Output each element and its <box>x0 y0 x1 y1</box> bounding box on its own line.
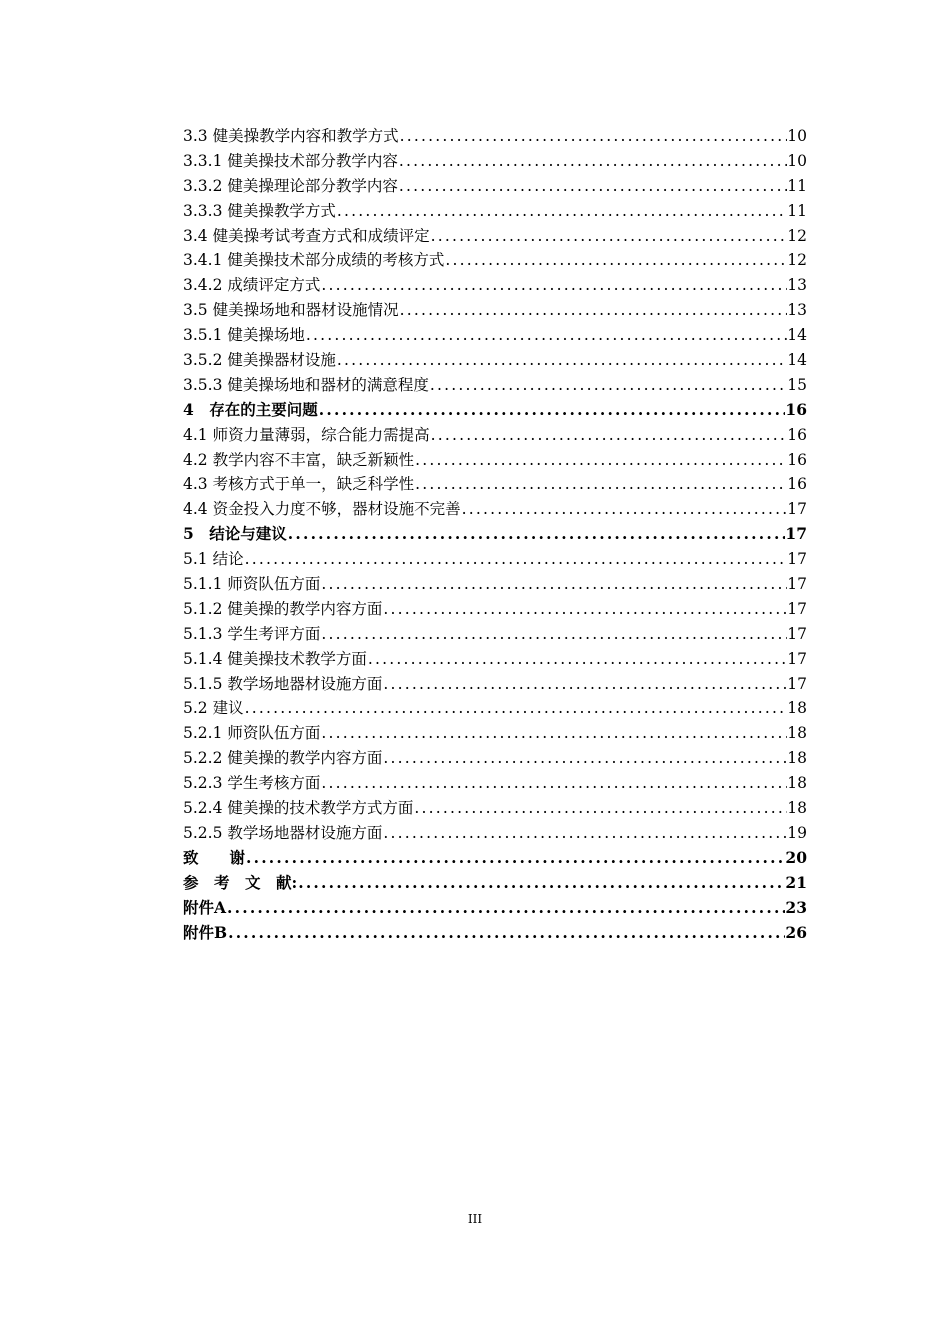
toc-entry[interactable] <box>183 348 807 373</box>
toc-entry[interactable] <box>183 821 807 846</box>
toc-entry-title: 4.1 师资力量薄弱，综合能力需提高 <box>183 425 430 444</box>
toc-dot-leader <box>382 746 787 771</box>
toc-entry[interactable] <box>183 448 807 473</box>
toc-entry-page-number: 17 <box>787 550 807 569</box>
toc-entry[interactable] <box>183 497 807 522</box>
toc-entry-title: 4.4 资金投入力度不够，器材设施不完善 <box>183 500 461 519</box>
toc-entry[interactable] <box>183 721 807 746</box>
toc-entry-title: 3.4 健美操考试考查方式和成绩评定 <box>183 226 430 245</box>
toc-entry-page-number: 19 <box>787 823 807 842</box>
toc-entry-title: 3.5.1 健美操场地 <box>183 326 305 345</box>
toc-entry-title: 4.3 考核方式于单一，缺乏科学性 <box>183 475 415 494</box>
toc-dot-leader <box>398 149 787 174</box>
toc-entry-title: 3.3.1 健美操技术部分教学内容 <box>183 151 398 170</box>
toc-entry[interactable] <box>183 149 807 174</box>
toc-dot-leader <box>414 448 787 473</box>
toc-entry-title: 5.1.1 师资队伍方面 <box>183 575 321 594</box>
toc-entry[interactable] <box>183 248 807 273</box>
toc-entry[interactable] <box>183 547 807 572</box>
toc-entry-title: 5.1.3 学生考评方面 <box>183 624 321 643</box>
toc-entry[interactable] <box>183 224 807 249</box>
toc-entry-page-number: 18 <box>787 749 807 768</box>
toc-entry-page-number: 10 <box>787 151 807 170</box>
toc-entry[interactable] <box>183 746 807 771</box>
toc-entry-title: 5 结论与建议 <box>183 524 287 544</box>
toc-entry-page-number: 21 <box>785 872 807 892</box>
toc-entry-page-number: 26 <box>785 922 807 942</box>
toc-entry-page-number: 16 <box>787 450 807 469</box>
toc-dot-leader <box>227 921 785 946</box>
toc-entry-title: 致 谢 <box>183 847 246 867</box>
toc-dot-leader <box>414 472 787 497</box>
toc-entry-page-number: 18 <box>787 699 807 718</box>
toc-entry[interactable] <box>183 672 807 697</box>
toc-entry-page-number: 17 <box>787 500 807 519</box>
toc-entry-title: 4.2 教学内容不丰富，缺乏新颖性 <box>183 450 415 469</box>
toc-dot-leader <box>320 721 787 746</box>
toc-dot-leader <box>244 547 788 572</box>
toc-dot-leader <box>367 647 787 672</box>
toc-entry-title: 3.4.1 健美操技术部分成绩的考核方式 <box>183 251 445 270</box>
toc-entry-page-number: 13 <box>787 276 807 295</box>
toc-entry-page-number: 16 <box>785 399 807 419</box>
toc-entry-title: 5.1.2 健美操的教学内容方面 <box>183 599 383 618</box>
toc-entry[interactable] <box>183 796 807 821</box>
toc-entry-title: 5.2 建议 <box>183 699 244 718</box>
toc-entry-page-number: 16 <box>787 475 807 494</box>
toc-entry[interactable] <box>183 199 807 224</box>
toc-entry-title: 3.4.2 成绩评定方式 <box>183 276 321 295</box>
toc-entry-page-number: 14 <box>787 351 807 370</box>
table-of-contents <box>183 124 807 945</box>
toc-dot-leader <box>382 597 787 622</box>
toc-entry-page-number: 12 <box>787 226 807 245</box>
toc-entry-page-number: 18 <box>787 799 807 818</box>
toc-entry-page-number: 14 <box>787 326 807 345</box>
toc-entry-title: 3.5 健美操场地和器材设施情况 <box>183 301 399 320</box>
toc-entry-page-number: 17 <box>787 599 807 618</box>
toc-entry[interactable] <box>183 896 807 921</box>
toc-entry-page-number: 18 <box>787 724 807 743</box>
toc-entry[interactable] <box>183 373 807 398</box>
toc-entry-title: 附件A <box>183 897 227 917</box>
toc-dot-leader <box>320 622 787 647</box>
toc-entry[interactable] <box>183 597 807 622</box>
toc-dot-leader <box>413 796 787 821</box>
toc-entry-page-number: 17 <box>787 624 807 643</box>
toc-dot-leader <box>287 522 786 547</box>
toc-dot-leader <box>430 224 788 249</box>
toc-dot-leader <box>226 896 785 921</box>
toc-entry[interactable] <box>183 696 807 721</box>
toc-entry-title: 3.5.2 健美操器材设施 <box>183 351 336 370</box>
toc-entry-page-number: 20 <box>785 847 807 867</box>
toc-dot-leader <box>320 771 787 796</box>
toc-dot-leader <box>444 248 787 273</box>
toc-dot-leader <box>399 298 788 323</box>
toc-entry-title: 4 存在的主要问题 <box>183 399 318 419</box>
toc-dot-leader <box>382 821 787 846</box>
toc-entry-page-number: 15 <box>787 375 807 394</box>
toc-entry[interactable] <box>183 871 807 896</box>
page-number: III <box>467 1212 483 1226</box>
toc-entry-title: 3.5.3 健美操场地和器材的满意程度 <box>183 375 429 394</box>
toc-entry-title: 参 考 文 献: <box>183 872 298 892</box>
toc-entry[interactable] <box>183 771 807 796</box>
toc-entry-title: 5.1.4 健美操技术教学方面 <box>183 649 367 668</box>
toc-entry[interactable] <box>183 522 807 547</box>
toc-dot-leader <box>318 398 786 423</box>
toc-dot-leader <box>336 348 787 373</box>
toc-entry[interactable] <box>183 273 807 298</box>
toc-entry-title: 附件B <box>183 922 228 942</box>
toc-entry-title: 5.2.3 学生考核方面 <box>183 774 321 793</box>
toc-entry-page-number: 11 <box>787 176 807 195</box>
toc-entry-page-number: 23 <box>785 897 807 917</box>
toc-dot-leader <box>245 846 785 871</box>
toc-entry-title: 5.2.4 健美操的技术教学方式方面 <box>183 799 414 818</box>
toc-entry[interactable] <box>183 647 807 672</box>
toc-entry-title: 5.1 结论 <box>183 550 244 569</box>
toc-entry-page-number: 12 <box>787 251 807 270</box>
toc-entry[interactable] <box>183 921 807 946</box>
toc-dot-leader <box>398 174 787 199</box>
toc-dot-leader <box>305 323 787 348</box>
toc-entry-title: 5.2.2 健美操的教学内容方面 <box>183 749 383 768</box>
toc-entry[interactable] <box>183 622 807 647</box>
toc-entry-page-number: 18 <box>787 774 807 793</box>
toc-entry-title: 3.3.2 健美操理论部分教学内容 <box>183 176 398 195</box>
toc-entry[interactable] <box>183 124 807 149</box>
toc-entry[interactable] <box>183 323 807 348</box>
toc-entry-title: 3.3 健美操教学内容和教学方式 <box>183 127 399 145</box>
toc-dot-leader <box>244 696 788 721</box>
toc-dot-leader <box>382 672 787 697</box>
toc-entry-page-number: 17 <box>787 674 807 693</box>
toc-entry[interactable] <box>183 298 807 323</box>
toc-dot-leader <box>336 199 787 224</box>
toc-entry-page-number: 17 <box>787 649 807 668</box>
toc-dot-leader <box>399 124 788 149</box>
toc-dot-leader <box>461 497 788 522</box>
toc-entry[interactable] <box>183 398 807 423</box>
toc-dot-leader <box>320 572 787 597</box>
toc-dot-leader <box>297 871 785 896</box>
toc-dot-leader <box>429 373 787 398</box>
toc-entry-page-number: 10 <box>787 127 807 145</box>
toc-entry[interactable] <box>183 472 807 497</box>
toc-entry[interactable] <box>183 572 807 597</box>
toc-entry-page-number: 17 <box>787 575 807 594</box>
toc-dot-leader <box>430 423 788 448</box>
toc-entry-title: 5.2.5 教学场地器材设施方面 <box>183 823 383 842</box>
toc-entry-title: 5.1.5 教学场地器材设施方面 <box>183 674 383 693</box>
toc-entry[interactable] <box>183 174 807 199</box>
toc-entry[interactable] <box>183 423 807 448</box>
toc-entry-title: 3.3.3 健美操教学方式 <box>183 201 336 220</box>
toc-dot-leader <box>320 273 787 298</box>
toc-entry-page-number: 11 <box>787 201 807 220</box>
toc-entry-page-number: 17 <box>785 524 807 544</box>
toc-entry-title: 5.2.1 师资队伍方面 <box>183 724 321 743</box>
toc-entry-page-number: 16 <box>787 425 807 444</box>
toc-entry-page-number: 13 <box>787 301 807 320</box>
toc-entry[interactable] <box>183 846 807 871</box>
